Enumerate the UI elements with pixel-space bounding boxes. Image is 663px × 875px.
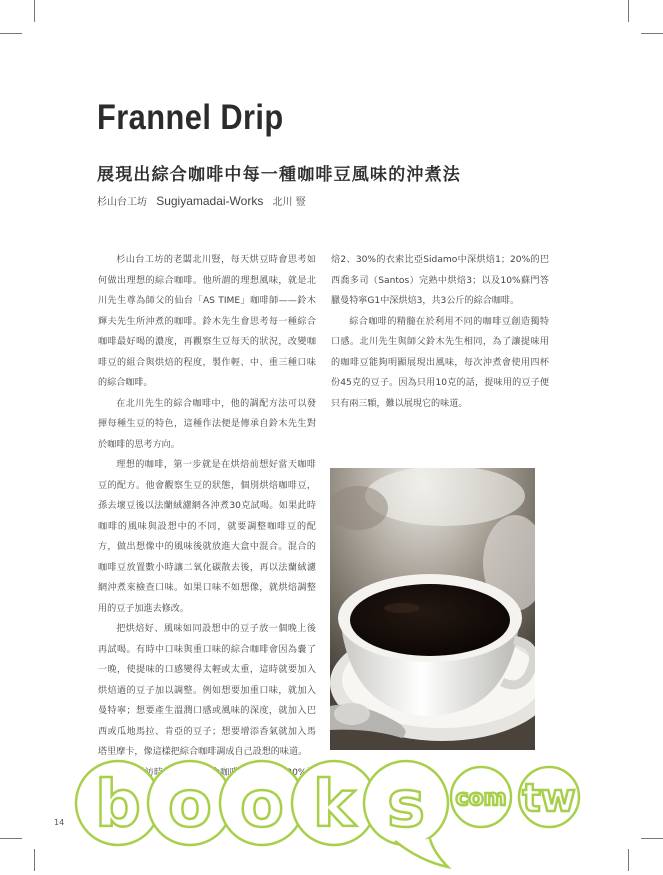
watermark-letter: o: [240, 768, 284, 842]
page-number: 14: [54, 818, 65, 827]
article-title: Frannel Drip: [97, 98, 284, 137]
coffee-cup-illustration: [330, 468, 535, 750]
watermark-tail: [395, 839, 448, 867]
books-com-tw-watermark: [0, 745, 663, 875]
crop-mark-tr-h: [641, 33, 663, 34]
paragraph: 理想的咖啡，第一步就是在烘焙前想好當天咖啡豆的配方。他會觀察生豆的狀態，個別烘焙咖啡豆，孫去壞豆後以法蘭絨濾網各沖煮30克試喝。如果此時咖啡的風味與設想中的不同，就要調整咖啡豆的配方，做出想像中的風味後就放進大盒中混合。混合的咖啡豆放置數小時讓二氧化碳散去後，再以法蘭絨濾網沖煮來檢查口味。如果口味不如想像，就烘焙調整用的豆子加進去修改。: [98, 460, 316, 614]
paragraph: 杉山台工坊的老闆北川豎，每天烘豆時會思考如何做出理想的綜合咖啡。他所謂的理想風味，就是北川先生尊為師父的仙台「AS TIME」咖啡師——鈴木輝夫先生所沖煮的咖啡。鈴木先生會思考每一種綜合咖啡最好喝的濃度，再觀察生豆每天的狀況，改變咖啡豆的組合與烘焙的程度，製作輕、中、重三種口味的綜合咖啡。: [98, 255, 316, 388]
watermark-tw: tw: [522, 776, 576, 820]
paragraph: 把烘焙好、風味如同設想中的豆子放一個晚上後再試喝。有時中口味與重口味的綜合咖啡會因為嚢了一晚，使提味的口感變得太輕或太重，這時就要加入烘焙過的豆子加以調整。例如想要加重口味，就加入曼特寧；想要產生溫潤口感或風味的深度，就加入巴西或瓜地馬拉、肯亞的豆子；想要增添香氣就加入馬塔里摩卡，像這樣把綜合咖啡調成自己設想的味道。: [98, 624, 316, 757]
crop-mark-tl-h: [0, 33, 22, 34]
watermark-letter: s: [386, 768, 426, 842]
text-column-1: [98, 250, 316, 804]
byline-studio: 杉山台工坊: [97, 197, 147, 208]
watermark-com: com: [455, 786, 507, 811]
watermark-letter: o: [168, 768, 212, 842]
paragraph: 在北川先生的綜合咖啡中，他的調配方法可以發揮每種生豆的特色，這種作法便是傳承自鈴木先生對於咖啡的思考方向。: [98, 398, 316, 450]
paragraph: 焙2、30%的衣索比亞Sidamo中深烘焙1；20%的巴西喬多司（Santos）完熟中烘焙3；以及10%蘇門答臘曼特寧G1中深烘焙3，共3公斤的綜合咖啡。: [331, 255, 549, 306]
crop-mark-tr-v: [628, 0, 629, 22]
coffee-cup-photo: [330, 468, 535, 750]
paragraph: 綜合咖啡的精髓在於利用不同的咖啡豆創造獨特口感。北川先生與師父鈴木先生相同，為了讓提味用的咖啡豆能夠明顯展現出風味，每次沖煮會使用四杯份45克的豆子。因為只用10克的話，提味用的豆子便只有兩三顆，難以展現它的味道。: [331, 316, 549, 409]
watermark-letter: b: [95, 768, 141, 842]
watermark-graphic: [0, 745, 663, 871]
byline-author: 北川 豎: [272, 197, 306, 208]
byline: [97, 193, 306, 208]
byline-studio-latin: Sugiyamadai-Works: [156, 194, 264, 208]
article-subtitle: 展現出綜合咖啡中每一種咖啡豆風味的沖煮法: [97, 165, 461, 185]
text-column-2: [331, 250, 549, 414]
crop-mark-tl-v: [34, 0, 35, 22]
watermark-letter: k: [312, 768, 356, 842]
